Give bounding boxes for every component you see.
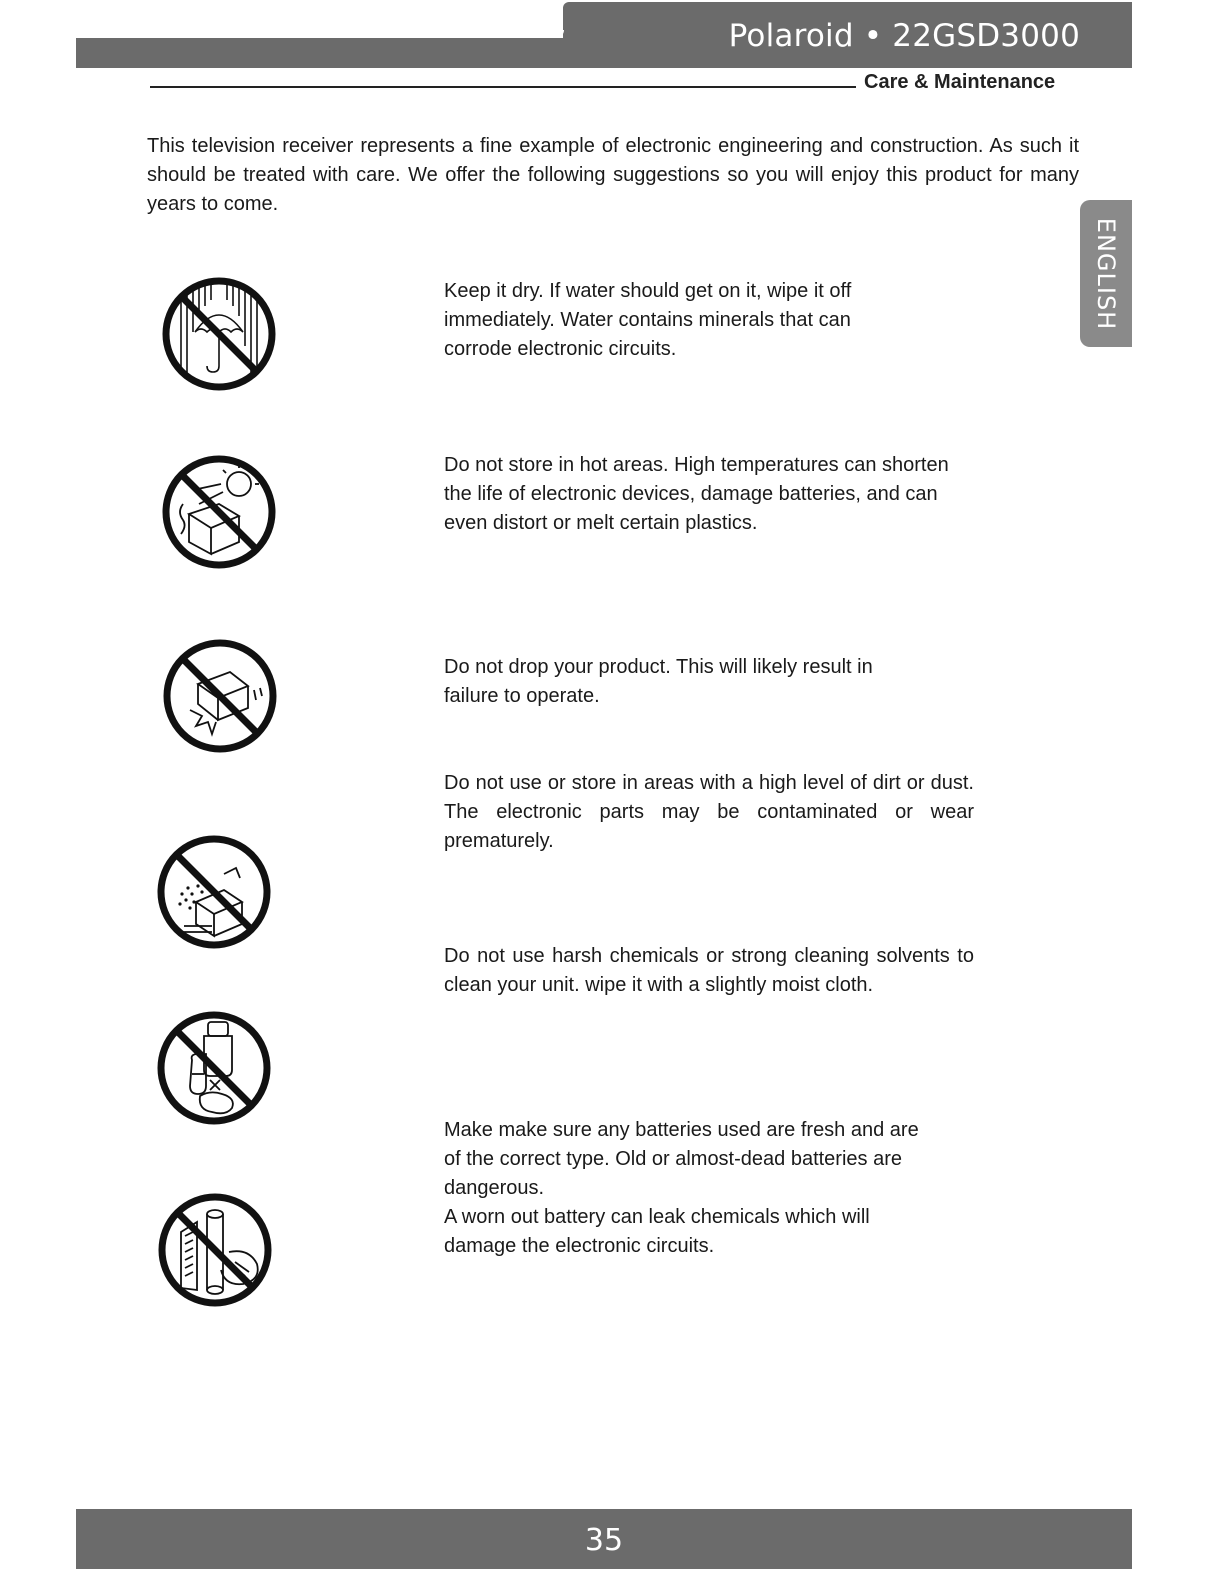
language-tab (1080, 200, 1132, 347)
care-item-batteries (444, 1116, 934, 1261)
no-old-batteries-icon (157, 1192, 273, 1308)
care-item-text: Keep it dry. If water should get on it, wipe it off immediately. Water contains minerals that can corrode electronic circuits. (444, 280, 852, 360)
care-item-dry (444, 277, 884, 364)
care-item-text: Do not use harsh chemicals or strong cleaning solvents to clean your unit. wipe it with a slightly moist cloth. (444, 945, 974, 996)
care-item-text: Do not use or store in areas with a high level of dirt or dust. The electronic parts may be contaminated or wear prematurely. (444, 772, 974, 852)
care-item-text: Do not store in hot areas. High temperatures can shorten the life of electronic devices, damage batteries, and can even distort or melt certain plastics. (444, 454, 949, 534)
care-item-heat (444, 451, 954, 538)
no-drop-icon (162, 638, 278, 754)
section-rule (150, 86, 856, 88)
no-heat-sun-icon (161, 454, 277, 570)
care-item-text: Make make sure any batteries used are fresh and are of the correct type. Old or almost-dead batteries are dangerous. (444, 1119, 919, 1199)
footer-bar (76, 1509, 1132, 1569)
care-item-text: A worn out battery can leak chemicals which will damage the electronic circuits. (444, 1206, 870, 1257)
header-tab-notch (548, 30, 564, 38)
language-label: ENGLISH (1092, 217, 1120, 330)
no-chemicals-icon (156, 1010, 272, 1126)
page-number: 35 (584, 1523, 624, 1558)
document-title: Polaroid • 22GSD3000 (728, 18, 1080, 54)
no-dust-icon (156, 834, 272, 950)
no-umbrella-rain-icon (161, 276, 277, 392)
section-title: Care & Maintenance (864, 71, 1056, 93)
care-item-dust (444, 769, 974, 856)
care-item-chemicals (444, 942, 974, 1000)
care-item-text: Do not drop your product. This will likely result in failure to operate. (444, 656, 873, 707)
intro-paragraph: This television receiver represents a fine example of electronic engineering and construction. As such it should be treated with care. We offer the following suggestions so you will enjoy this product for many years to come. (147, 135, 1079, 215)
care-item-drop (444, 653, 914, 711)
